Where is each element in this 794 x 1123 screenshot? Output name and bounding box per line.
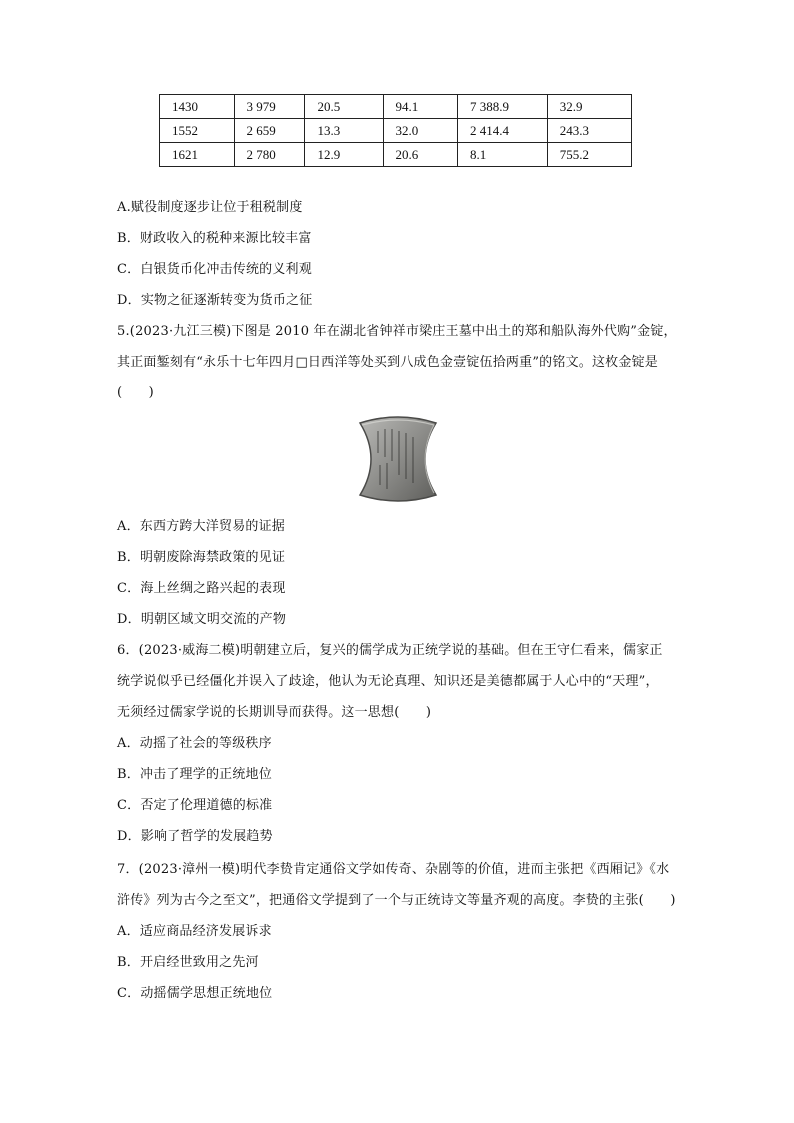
q6-stem-line-3: 无须经过儒家学说的长期训导而获得。这一思想( ) [117, 705, 432, 720]
table-cell: 1621 [160, 143, 235, 167]
q6-option-d: D．影响了哲学的发展趋势 [117, 829, 273, 844]
q6-option-a: A．动摇了社会的等级秩序 [117, 736, 272, 751]
q5-stem-line-2: 其正面錾刻有“永乐十七年四月□日西洋等处买到八成色金壹锭伍拾两重”的铭文。这枚金锭是 [117, 355, 658, 370]
table-cell: 1430 [160, 95, 235, 119]
table-cell: 243.3 [547, 119, 631, 143]
gold-ingot-image [352, 413, 444, 505]
table-row [160, 143, 632, 167]
table-cell: 12.9 [305, 143, 383, 167]
table-cell: 7 388.9 [457, 95, 547, 119]
q5-stem-line-3: ( ) [117, 385, 154, 400]
q5-stem-line-1: 5.(2023·九江三模)下图是 2010 年在湖北省钟祥市梁庄王墓中出土的郑和船队海外代购”金锭， [117, 324, 677, 339]
q5-option-a: A．东西方跨大洋贸易的证据 [117, 519, 285, 534]
table-cell: 20.5 [305, 95, 383, 119]
table-cell: 32.9 [547, 95, 631, 119]
q4-option-a: A.赋役制度逐步让位于租税制度 [117, 200, 303, 215]
table-cell: 2 414.4 [457, 119, 547, 143]
table-row [160, 95, 632, 119]
q7-stem-line-2: 浒传》列为古今之至文”，把通俗文学提到了一个与正统诗文等量齐观的高度。李贽的主张( ) [117, 893, 676, 908]
data-table [159, 94, 632, 167]
q5-option-d: D．明朝区域文明交流的产物 [117, 612, 287, 627]
table-cell: 32.0 [383, 119, 457, 143]
q6-stem-line-2: 统学说似乎已经僵化并误入了歧途，他认为无论真理、知识还是美德都属于人心中的“天理”， [117, 674, 659, 689]
q4-option-c: C．白银货币化冲击传统的义利观 [117, 262, 312, 277]
table-cell: 755.2 [547, 143, 631, 167]
q4-option-d: D．实物之征逐渐转变为货币之征 [117, 293, 313, 308]
table-cell: 3 979 [234, 95, 305, 119]
q5-option-c: C．海上丝绸之路兴起的表现 [117, 581, 286, 596]
q7-stem-line-1: 7．(2023·漳州一模)明代李贽肯定通俗文学如传奇、杂剧等的价值，进而主张把《西厢记》《水 [117, 862, 670, 877]
table-cell: 2 659 [234, 119, 305, 143]
table-cell: 20.6 [383, 143, 457, 167]
q6-stem-line-1: 6．(2023·威海二模)明朝建立后，复兴的儒学成为正统学说的基础。但在王守仁看来，儒家正 [117, 643, 663, 658]
q7-option-c: C．动摇儒学思想正统地位 [117, 986, 273, 1001]
q7-option-a: A．适应商品经济发展诉求 [117, 924, 272, 939]
table-cell: 13.3 [305, 119, 383, 143]
table-cell: 94.1 [383, 95, 457, 119]
q6-option-c: C．否定了伦理道德的标准 [117, 798, 273, 813]
table-cell: 1552 [160, 119, 235, 143]
q4-option-b: B．财政收入的税种来源比较丰富 [117, 231, 312, 246]
table-cell: 2 780 [234, 143, 305, 167]
table-cell: 8.1 [457, 143, 547, 167]
q7-option-b: B．开启经世致用之先河 [117, 955, 259, 970]
q6-option-b: B．冲击了理学的正统地位 [117, 767, 272, 782]
table-row [160, 119, 632, 143]
q5-option-b: B．明朝废除海禁政策的见证 [117, 550, 286, 565]
